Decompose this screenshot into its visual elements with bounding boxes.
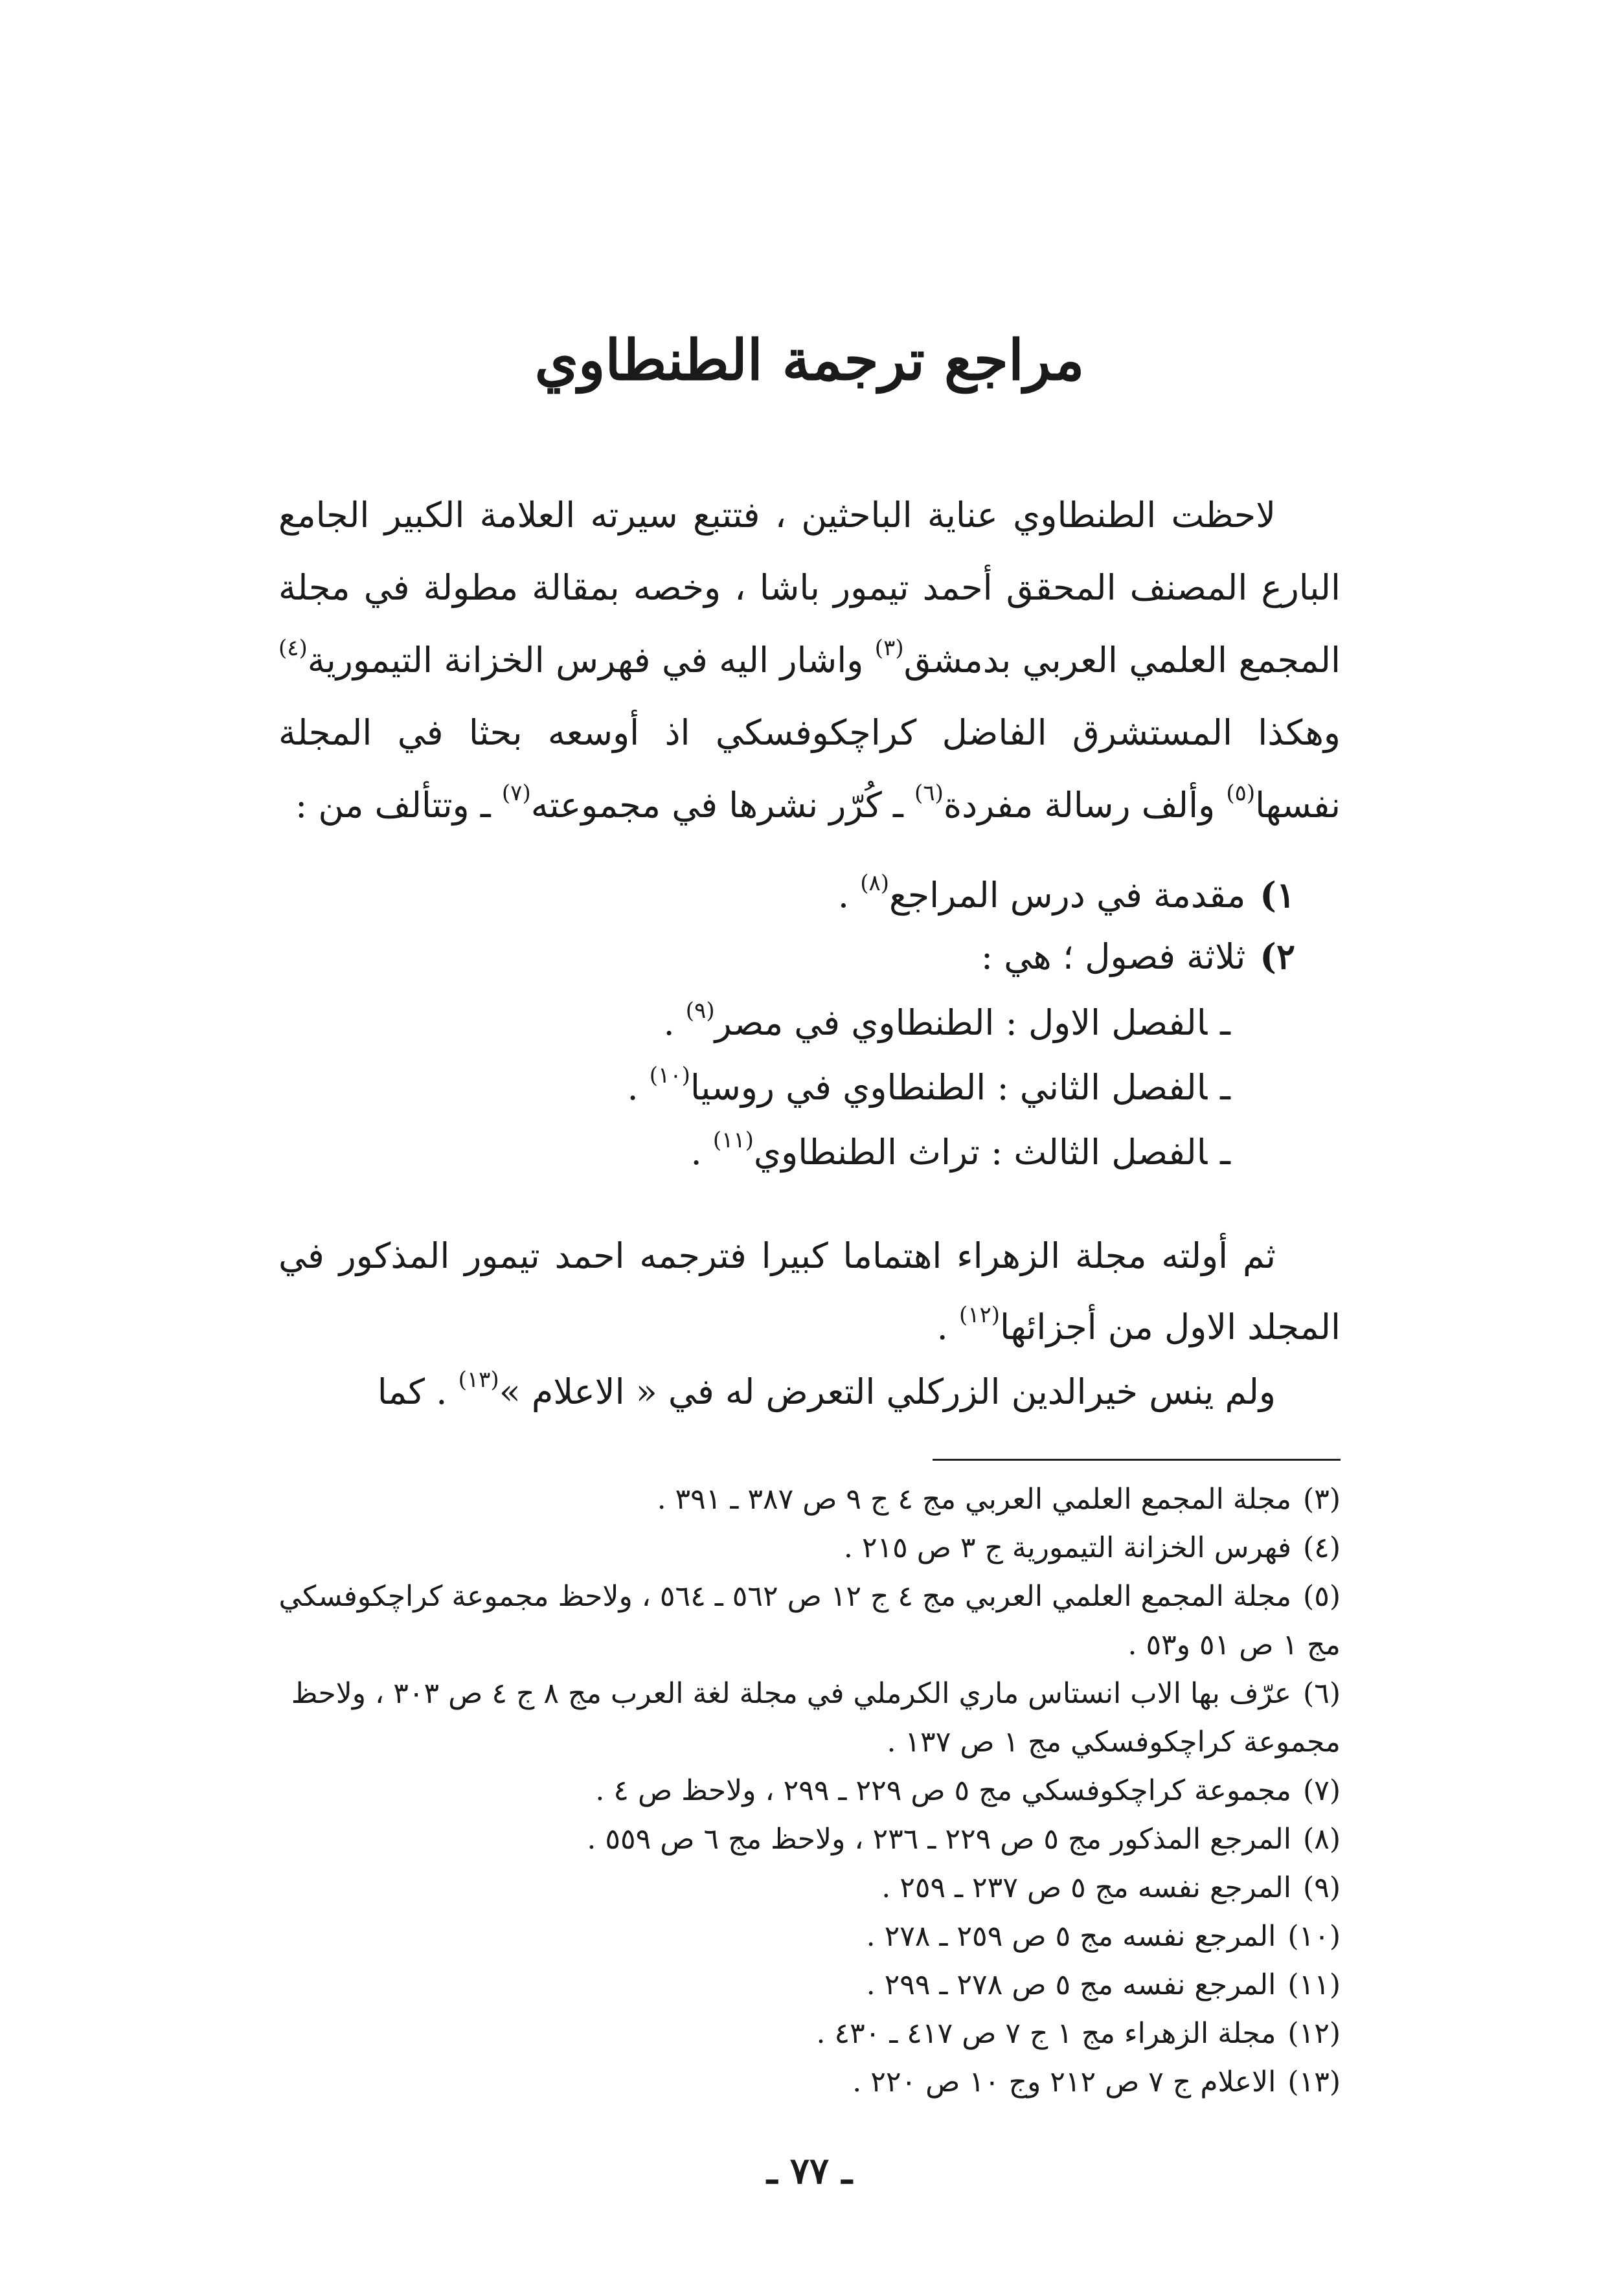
list-item xyxy=(389,1120,1230,1185)
list-item xyxy=(389,1055,1230,1120)
item-end: . xyxy=(663,1002,686,1043)
footnote-item xyxy=(278,1475,1341,1524)
footnote-ref: (١٠) xyxy=(649,1063,690,1088)
item-number: ١) xyxy=(1260,874,1295,916)
list-item xyxy=(324,926,1295,987)
page-title: مراجع ترجمة الطنطاوي xyxy=(534,328,1085,393)
footnote-number: (٩) xyxy=(1303,1871,1341,1904)
intro-text-2: واشار اليه في فهرس الخزانة التيمورية xyxy=(307,640,875,681)
footnote-separator xyxy=(933,1459,1341,1461)
footnote-number: (٤) xyxy=(1303,1531,1341,1564)
footnote-item xyxy=(278,2009,1341,2058)
footnote-number: (٧) xyxy=(1303,1774,1341,1807)
footnote-item xyxy=(278,1669,1341,1766)
item-end: . xyxy=(690,1132,713,1173)
intro-text-1: لاحظت الطنطاوي عناية الباحثين ، فتتبع سيرته العلامة الكبير الجامع البارع المصنف المحقق أحمد تيمور باشا ، وخصه بمقالة مطولة في مجلة المجمع العلمي العربي بدمشق xyxy=(278,495,1341,681)
intro-text-4: وألف رسالة مفردة xyxy=(943,785,1227,826)
footnote-ref: (٧) xyxy=(501,780,531,806)
footnote-number: (١٢) xyxy=(1287,2017,1341,2050)
item-dash: ـ xyxy=(1220,1002,1230,1043)
item-dash: ـ xyxy=(1220,1132,1230,1173)
footnote-text: مجلة الزهراء مج ١ ج ٧ ص ٤١٧ ـ ٤٣٠ . xyxy=(816,2017,1276,2050)
footnote-text: المرجع نفسه مج ٥ ص ٢٥٩ ـ ٢٧٨ . xyxy=(866,1920,1276,1953)
list-item xyxy=(389,991,1230,1055)
zirikli-paragraph xyxy=(278,1356,1341,1428)
item-dash: ـ xyxy=(1220,1067,1230,1108)
footnote-item xyxy=(278,1572,1341,1669)
item-end: . xyxy=(837,875,861,916)
intro-paragraph xyxy=(278,479,1341,842)
footnote-item xyxy=(278,1815,1341,1863)
footnote-text: الاعلام ج ٧ ص ٢١٢ وج ١٠ ص ٢٢٠ . xyxy=(852,2065,1276,2099)
contents-list xyxy=(324,864,1295,987)
paragraph-text: ثم أولته مجلة الزهراء اهتماما كبيرا فترجمه احمد تيمور المذكور في المجلد الاول من أجزائها xyxy=(278,1235,1341,1347)
item-text: الفصل الثالث : تراث الطنطاوي xyxy=(753,1132,1208,1173)
footnote-number: (١١) xyxy=(1287,1968,1341,2001)
footnote-ref: (٦) xyxy=(914,780,944,806)
footnote-text: المرجع نفسه مج ٥ ص ٢٧٨ ـ ٢٩٩ . xyxy=(866,1968,1276,2001)
footnote-text: عرّف بها الاب انستاس ماري الكرملي في مجلة لغة العرب مج ٨ ج ٤ ص ٣٠٣ ، ولاحظ مجموعة كراچكوفسكي مج ١ ص ١٣٧ . xyxy=(291,1677,1341,1759)
footnote-ref: (١٢) xyxy=(958,1302,1001,1328)
paragraph-end: . كما xyxy=(377,1371,459,1412)
item-number: ٢) xyxy=(1260,936,1295,977)
footnote-ref: (٣) xyxy=(874,635,904,661)
footnote-ref: (٥) xyxy=(1226,780,1256,806)
item-text: مقدمة في درس المراجع xyxy=(889,875,1246,916)
footnote-number: (١٠) xyxy=(1287,1920,1341,1953)
footnote-number: (٦) xyxy=(1303,1677,1341,1710)
paragraph-text: ولم ينس خيرالدين الزركلي التعرض له في « الاعلام » xyxy=(499,1371,1276,1412)
list-item xyxy=(324,864,1295,926)
footnote-item xyxy=(278,1961,1341,2009)
item-text: الفصل الثاني : الطنطاوي في روسيا xyxy=(690,1067,1208,1108)
footnote-item xyxy=(278,1524,1341,1572)
footnote-ref: (٩) xyxy=(685,998,715,1024)
footnote-ref: (١٣) xyxy=(458,1367,499,1393)
footnote-text: المرجع المذكور مج ٥ ص ٢٢٩ ـ ٢٣٦ ، ولاحظ مج ٦ ص ٥٥٩ . xyxy=(587,1823,1292,1856)
footnote-ref: (٤) xyxy=(278,635,308,661)
intro-text-3: وهكذا المستشرق الفاضل كراچكوفسكي اذ أوسعه بحثا في المجلة نفسها xyxy=(278,712,1341,826)
footnote-text: مجلة المجمع العلمي العربي مج ٤ ج ٩ ص ٣٨٧ ـ ٣٩١ . xyxy=(657,1483,1292,1516)
footnote-number: (١٣) xyxy=(1287,2065,1341,2099)
chapters-list xyxy=(389,991,1230,1185)
item-end: . xyxy=(627,1067,650,1108)
zahra-paragraph xyxy=(278,1221,1341,1363)
footnote-number: (٨) xyxy=(1303,1823,1341,1856)
footnotes-list xyxy=(278,1475,1341,2106)
item-text: ثلاثة فصول ؛ هي : xyxy=(980,936,1246,977)
footnote-number: (٥) xyxy=(1303,1580,1341,1613)
intro-text-6: ـ وتتألف من : xyxy=(295,785,502,826)
footnote-item xyxy=(278,1863,1341,1912)
footnote-text: مجلة المجمع العلمي العربي مج ٤ ج ١٢ ص ٥٦٢ ـ ٥٦٤ ، ولاحظ مجموعة كراچكوفسكي مج ١ ص ٥١ و٥٣ . xyxy=(278,1580,1341,1661)
intro-text-5: ـ كُرّر نشرها في مجموعته xyxy=(530,785,915,826)
footnote-item xyxy=(278,1766,1341,1815)
footnote-number: (٣) xyxy=(1303,1483,1341,1516)
footnote-item xyxy=(278,1912,1341,1961)
footnote-text: مجموعة كراچكوفسكي مج ٥ ص ٢٢٩ ـ ٢٩٩ ، ولاحظ ص ٤ . xyxy=(595,1774,1292,1807)
paragraph-end: . xyxy=(936,1307,959,1347)
footnote-ref: (١١) xyxy=(712,1127,754,1153)
footnote-text: المرجع نفسه مج ٥ ص ٢٣٧ ـ ٢٥٩ . xyxy=(881,1871,1292,1904)
footnote-item xyxy=(278,2058,1341,2106)
page-number: ـ ٧٧ ـ xyxy=(767,2150,852,2192)
footnote-text: فهرس الخزانة التيمورية ج ٣ ص ٢١٥ . xyxy=(843,1531,1292,1564)
item-text: الفصل الاول : الطنطاوي في مصر xyxy=(714,1002,1208,1043)
footnote-ref: (٨) xyxy=(860,870,889,896)
